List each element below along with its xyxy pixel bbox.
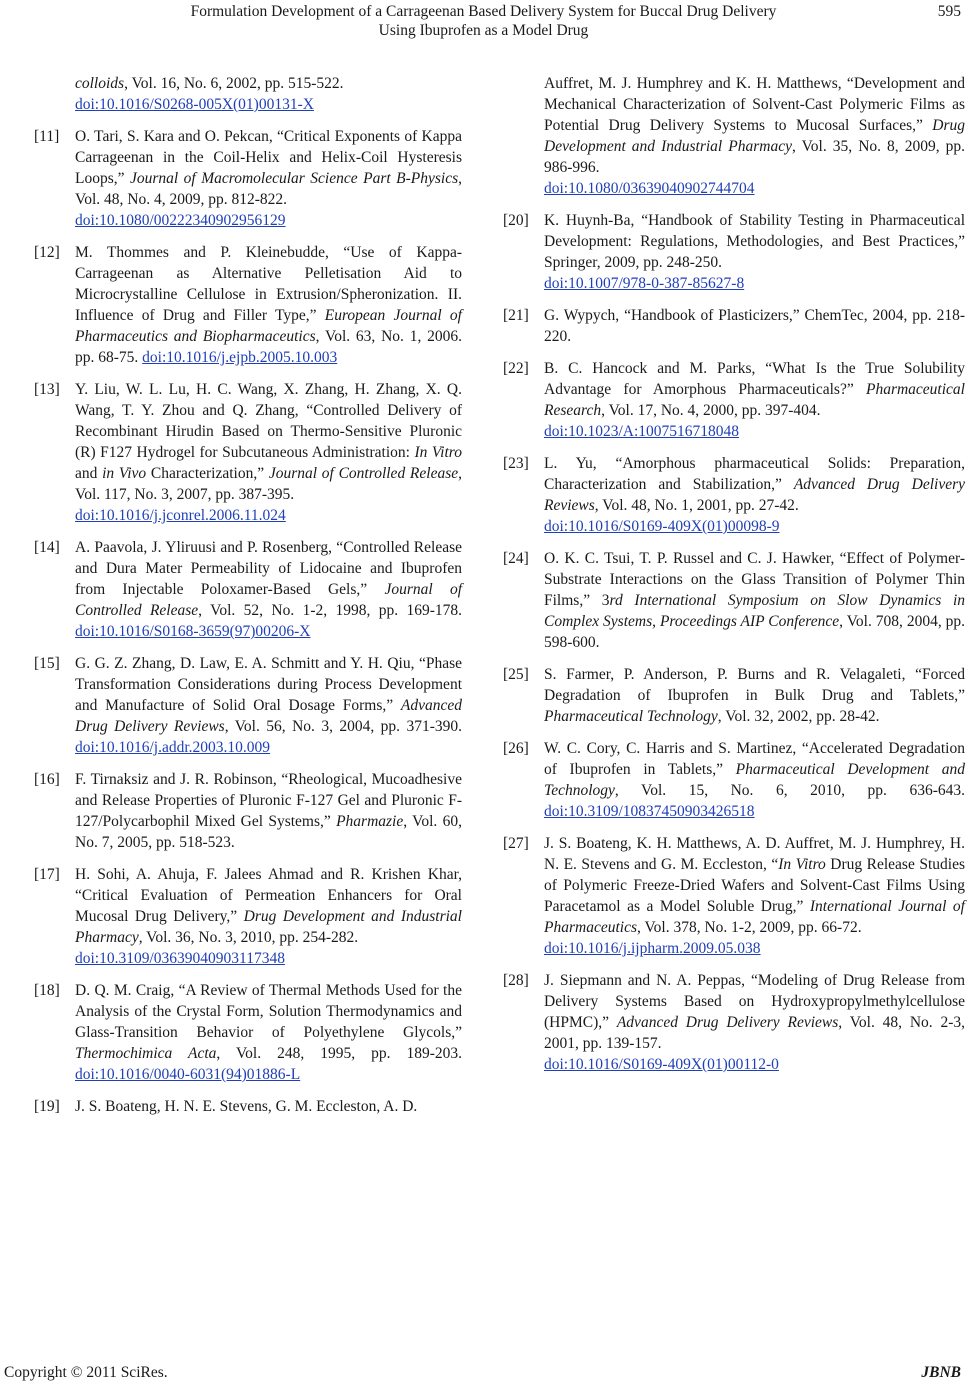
reference-number: [15] <box>34 655 60 672</box>
reference-19-continuation <box>503 73 965 199</box>
doi-link[interactable]: doi:10.1023/A:1007516718048 <box>544 423 740 440</box>
journal-name: Drug Development and Industrial Pharmacy <box>75 908 462 946</box>
reference-details: , Vol. 32, 2002, pp. 28-42. <box>717 708 880 725</box>
proceedings-name: Proceedings AIP Conference <box>659 613 840 630</box>
reference-26 <box>503 738 965 822</box>
reference-details: , Vol. 56, No. 3, 2004, pp. 371-390. <box>224 718 462 735</box>
reference-details: , Vol. 117, No. 3, 2007, pp. 387-395. <box>75 465 462 503</box>
journal-name: Journal of Macromolecular Science Part B-Physics <box>129 170 459 187</box>
reference-text: , <box>652 613 660 630</box>
doi-link[interactable]: doi:10.1016/j.jconrel.2006.11.024 <box>75 507 286 524</box>
doi-link[interactable]: doi:10.1080/03639040902744704 <box>544 180 755 197</box>
reference-authors-title: F. Tirnaksiz and J. R. Robinson, “Rheological, Mucoadhesive and Release Properties of Pluronic F-127 Gel and Pluronic F-127/Polycarbophil Mixed Gel Systems,” <box>75 771 462 830</box>
journal-name: Pharmaceutical Development and Technology <box>544 761 965 799</box>
journal-name: Pharmaceutical Technology <box>544 708 718 725</box>
journal-name: Advanced Drug Delivery Reviews <box>75 697 462 735</box>
reference-authors-title: J. S. Boateng, H. N. E. Stevens, G. M. Eccleston, A. D. <box>75 1098 418 1115</box>
journal-name: Journal of Controlled Release <box>268 465 459 482</box>
reference-15 <box>34 653 462 758</box>
reference-28 <box>503 970 965 1075</box>
reference-authors-title: S. Farmer, P. Anderson, P. Burns and R. Velagaleti, “Forced Degradation of Ibuprofen in Bulk Drug and Tablets,” <box>544 666 965 704</box>
reference-authors-title: L. Yu, “Amorphous pharmaceutical Solids: Preparation, Characterization and Stabilization,” <box>544 455 965 493</box>
reference-authors-title: J. Siepmann and N. A. Peppas, “Modeling of Drug Release from Delivery Systems Based on Hydroxypropylmethylcellulose (HPMC),” <box>544 972 965 1031</box>
reference-text: and <box>75 465 103 482</box>
reference-number: [17] <box>34 866 60 883</box>
journal-name: International Journal of Pharmaceutics <box>544 898 965 936</box>
italic-term: in Vivo <box>102 465 147 482</box>
reference-24 <box>503 548 965 653</box>
reference-number: [26] <box>503 740 529 757</box>
doi-link[interactable]: doi:10.1016/S0268-005X(01)00131-X <box>75 96 314 113</box>
reference-details: , Vol. 48, No. 1, 2001, pp. 27-42. <box>594 497 799 514</box>
reference-number: [21] <box>503 307 529 324</box>
reference-11 <box>34 126 462 231</box>
reference-authors-title: G. Wypych, “Handbook of Plasticizers,” ChemTec, 2004, pp. 218-220. <box>544 307 965 345</box>
doi-link[interactable]: doi:10.1016/S0168-3659(97)00206-X <box>75 623 311 640</box>
reference-22 <box>503 358 965 442</box>
reference-authors-title: K. Huynh-Ba, “Handbook of Stability Testing in Pharmaceutical Development: Regulations, Methodologies, and Best Practices,” Springer, 2009, pp. 248-250. <box>544 212 965 271</box>
journal-name: Thermochimica Acta <box>75 1045 217 1062</box>
doi-link[interactable]: doi:10.1007/978-0-387-85627-8 <box>544 275 745 292</box>
journal-abbreviation: JBNB <box>921 1364 961 1381</box>
running-title-line1: Formulation Development of a Carrageenan Based Delivery System for Buccal Drug Delivery <box>190 3 777 20</box>
reference-number: [16] <box>34 771 60 788</box>
reference-number: [24] <box>503 550 529 567</box>
italic-term: In Vitro <box>414 444 462 461</box>
reference-number: [18] <box>34 982 60 999</box>
reference-12 <box>34 242 462 368</box>
reference-21 <box>503 305 965 347</box>
reference-20 <box>503 210 965 294</box>
reference-authors-title: O. K. C. Tsui, T. P. Russel and C. J. Hawker, “Effect of Polymer-Substrate Interactions on the Glass Transition of Polymer Thin Films,” 3 <box>544 550 965 609</box>
references-right-column <box>503 73 965 1086</box>
reference-number: [14] <box>34 539 60 556</box>
reference-details: , Vol. 16, No. 6, 2002, pp. 515-522. <box>124 75 344 92</box>
doi-link[interactable]: doi:10.1080/00222340902956129 <box>75 212 286 229</box>
reference-number: [13] <box>34 381 60 398</box>
reference-details: , Vol. 36, No. 3, 2010, pp. 254-282. <box>138 929 359 946</box>
conference-name: rd International Symposium on Slow Dynamics in Complex Systems <box>544 592 966 630</box>
reference-18 <box>34 980 462 1085</box>
reference-details: , Vol. 52, No. 1-2, 1998, pp. 169-178. <box>198 602 462 619</box>
reference-details: , Vol. 248, 1995, pp. 189-203. <box>216 1045 462 1062</box>
doi-link[interactable]: doi:10.1016/j.addr.2003.10.009 <box>75 739 271 756</box>
copyright-notice: Copyright © 2011 SciRes. <box>4 1364 168 1381</box>
doi-link[interactable]: doi:10.1016/S0169-409X(01)00098-9 <box>544 518 780 535</box>
reference-number: [19] <box>34 1098 60 1115</box>
reference-text: Characterization,” <box>146 465 269 482</box>
page-number: 595 <box>937 3 961 20</box>
reference-authors-title: M. Thommes and P. Kleinebudde, “Use of Kappa-Carrageenan as Alternative Pelletisation Aid to Microcrystalline Cellulose in Extrusion/Spheronization. II. Influence of Drug and Filler Type,” <box>75 244 462 324</box>
reference-number: [12] <box>34 244 60 261</box>
doi-link[interactable]: doi:10.3109/03639040903117348 <box>75 950 285 967</box>
doi-link[interactable]: doi:10.1016/S0169-409X(01)00112-0 <box>544 1056 779 1073</box>
reference-continuation <box>34 73 462 115</box>
doi-link[interactable]: doi:10.3109/10837450903426518 <box>544 803 755 820</box>
reference-authors-title: J. S. Boateng, K. H. Matthews, A. D. Auffret, M. J. Humphrey, H. N. E. Stevens and G. M. Eccleston, “ <box>544 835 965 873</box>
journal-name: Drug Development and Industrial Pharmacy <box>544 117 965 155</box>
italic-term: In Vitro <box>778 856 826 873</box>
doi-link[interactable]: doi:10.1016/j.ijpharm.2009.05.038 <box>544 940 761 957</box>
reference-authors-title: Auffret, M. J. Humphrey and K. H. Matthews, “Development and Mechanical Characterization of Solvent-Cast Polymeric Films as Potential Drug Delivery Systems to Mucosal Surfaces,” <box>544 75 965 134</box>
reference-authors-title: W. C. Cory, C. Harris and S. Martinez, “Accelerated Degradation of Ibuprofen in Tablets,” <box>544 740 965 778</box>
reference-details: , Vol. 15, No. 6, 2010, pp. 636-643. <box>614 782 965 799</box>
reference-authors-title: D. Q. M. Craig, “A Review of Thermal Methods Used for the Analysis of the Crystal Form, Solution Thermodynamics and Glass-Transition Behavior of Polyethylene Glycols,” <box>75 982 462 1041</box>
references-left-column <box>34 73 462 1128</box>
page-footer <box>0 1364 967 1384</box>
reference-authors-title: B. C. Hancock and M. Parks, “What Is the True Solubility Advantage for Amorphous Pharmaceuticals?” <box>544 360 965 398</box>
reference-19 <box>34 1096 462 1117</box>
reference-details: , Vol. 63, No. 1, 2006. pp. 68-75. <box>75 328 462 366</box>
reference-authors-title: Y. Liu, W. L. Lu, H. C. Wang, X. Zhang, H. Zhang, X. Q. Wang, T. Y. Zhou and Q. Zhang, “Controlled Delivery of Recombinant Hirudin Based on Thermo-Sensitive Pluronic (R) F127 Hydrogel for Subcutaneous Administration: <box>75 381 462 461</box>
reference-23 <box>503 453 965 537</box>
reference-25 <box>503 664 965 727</box>
journal-name: colloids <box>75 75 125 92</box>
doi-link[interactable]: doi:10.1016/j.ejpb.2005.10.003 <box>142 349 338 366</box>
journal-name: Pharmazie <box>336 813 404 830</box>
reference-details: , Vol. 60, No. 7, 2005, pp. 518-523. <box>75 813 462 851</box>
reference-details: , Vol. 35, No. 8, 2009, pp. 986-996. <box>544 138 965 176</box>
reference-13 <box>34 379 462 526</box>
journal-name: Advanced Drug Delivery Reviews <box>544 476 965 514</box>
running-title-line2: Using Ibuprofen as a Model Drug <box>378 22 589 39</box>
reference-number: [25] <box>503 666 529 683</box>
reference-authors-title: O. Tari, S. Kara and O. Pekcan, “Critical Exponents of Kappa Carrageenan in the Coil-Helix and Helix-Coil Hysteresis Loops,” <box>75 128 462 187</box>
reference-16 <box>34 769 462 853</box>
reference-14 <box>34 537 462 642</box>
reference-details: , Vol. 378, No. 1-2, 2009, pp. 66-72. <box>636 919 862 936</box>
reference-authors-title: A. Paavola, J. Yliruusi and P. Rosenberg, “Controlled Release and Dura Mater Permeability of Lidocaine and Ibuprofen from Injectable Poloxamer-Based Gels,” <box>75 539 462 598</box>
journal-name: Advanced Drug Delivery Reviews <box>616 1014 839 1031</box>
reference-number: [23] <box>503 455 529 472</box>
journal-name: Pharmaceutical Research <box>544 381 965 419</box>
reference-17 <box>34 864 462 969</box>
reference-details: , Vol. 708, 2004, pp. 598-600. <box>544 613 966 651</box>
journal-name: Journal of Controlled Release <box>75 581 462 619</box>
reference-27 <box>503 833 965 959</box>
reference-text: Drug Release Studies of Polymeric Freeze-Dried Wafers and Solvent-Cast Films Using Paracetamol as a Model Soluble Drug,” <box>544 856 965 915</box>
reference-authors-title: G. G. Z. Zhang, D. Law, E. A. Schmitt and Y. H. Qiu, “Phase Transformation Considerations during Process Development and Manufacture of Solid Oral Dosage Forms,” <box>75 655 462 714</box>
running-header <box>0 0 967 46</box>
reference-authors-title: H. Sohi, A. Ahuja, F. Jalees Ahmad and R. Krishen Khar, “Critical Evaluation of Permeation Enhancers for Oral Mucosal Drug Delivery,” <box>75 866 462 925</box>
reference-details: , Vol. 17, No. 4, 2000, pp. 397-404. <box>601 402 821 419</box>
journal-name: European Journal of Pharmaceutics and Biopharmaceutics <box>75 307 462 345</box>
reference-number: [22] <box>503 360 529 377</box>
reference-number: [27] <box>503 835 529 852</box>
reference-number: [11] <box>34 128 60 145</box>
reference-details: , Vol. 48, No. 4, 2009, pp. 812-822. <box>75 170 462 208</box>
doi-link[interactable]: doi:10.1016/0040-6031(94)01886-L <box>75 1066 301 1083</box>
reference-details: , Vol. 48, No. 2-3, 2001, pp. 139-157. <box>544 1014 966 1052</box>
reference-number: [28] <box>503 972 529 989</box>
reference-number: [20] <box>503 212 529 229</box>
